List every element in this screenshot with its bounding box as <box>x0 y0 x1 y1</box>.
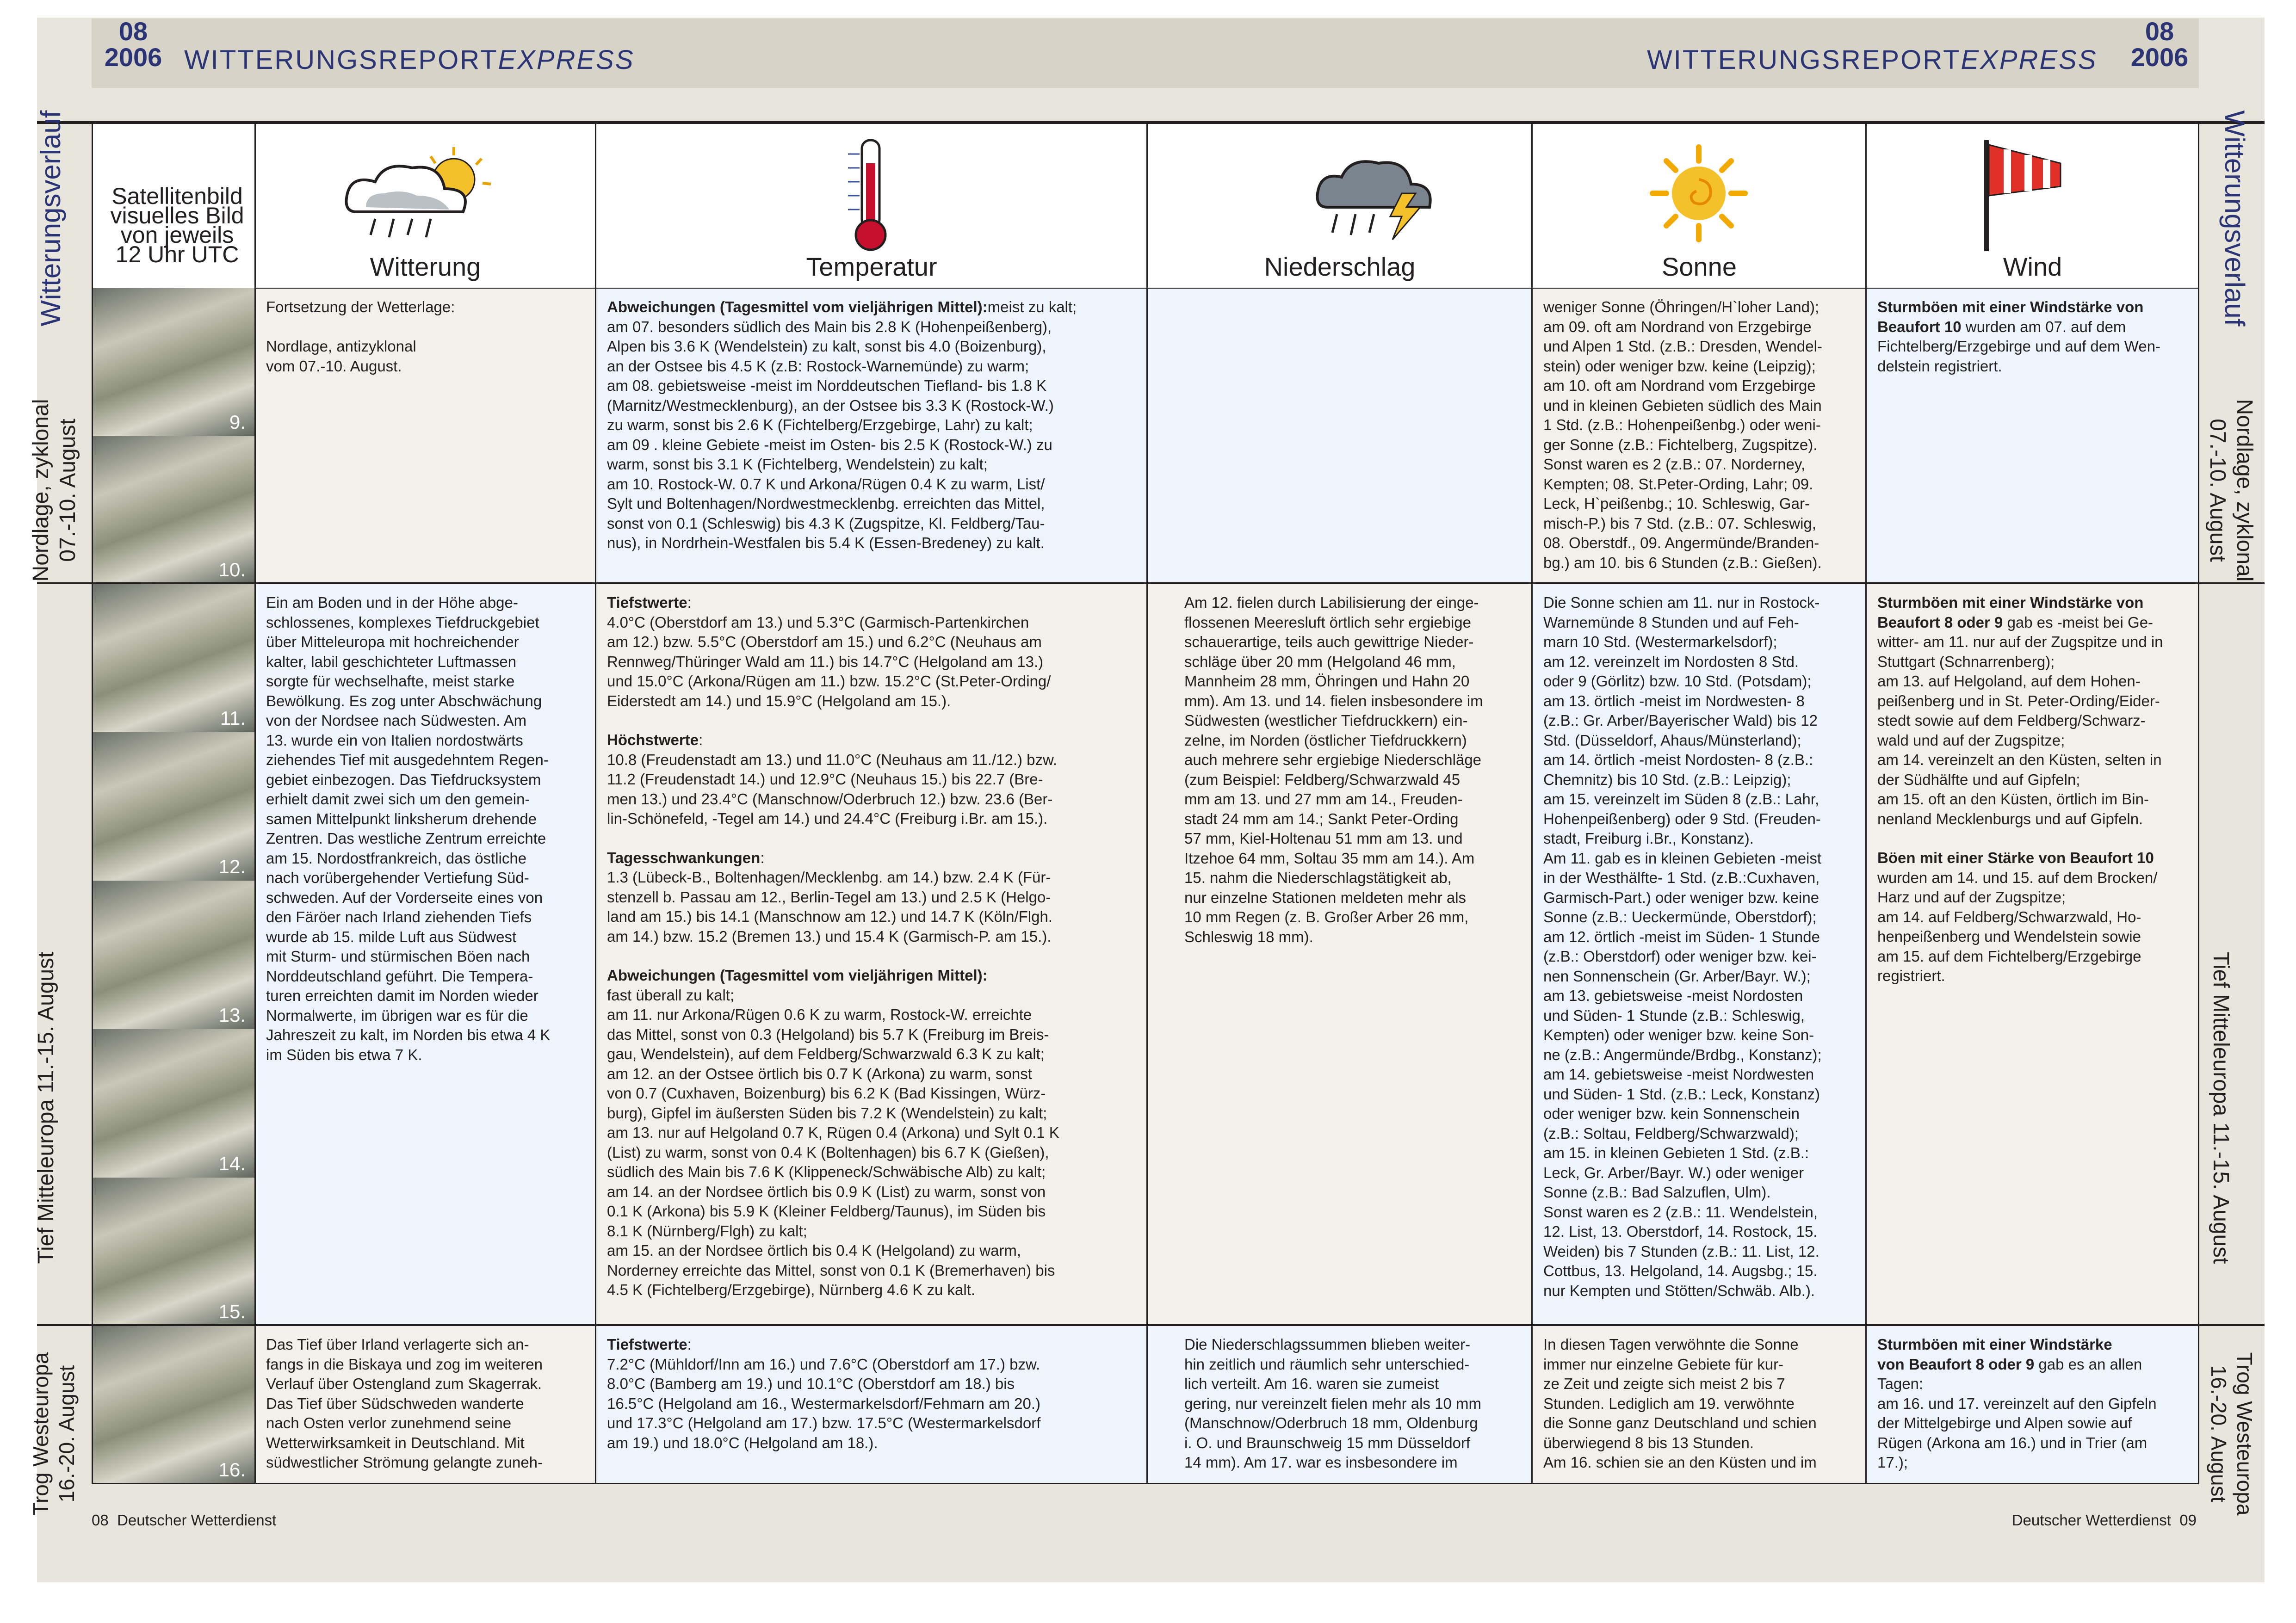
table-bottom-rule <box>92 1483 2199 1484</box>
right-period-3: Trog Westeuropa 16.-20. August <box>2207 1352 2257 1516</box>
sun-icon <box>1648 142 1750 244</box>
row1-temp-block1-heading: Abweichungen (Tagesmittel vom vieljährigen Mittel): <box>607 298 988 315</box>
left-period-3: Trog Westeuropa 16.-20. August <box>29 1352 79 1516</box>
column-divider <box>1865 124 1867 1484</box>
left-header-title <box>184 44 635 75</box>
row1-witterung-text: Fortsetzung der Wetterlage: Nordlage, antizyklonal vom 07.-10. August. <box>266 298 455 375</box>
column-divider <box>254 124 256 1484</box>
cloud-sun-icon <box>338 142 514 244</box>
row3-wind <box>1866 1326 2199 1484</box>
row1-temperatur <box>596 288 1147 584</box>
row2-temp-block4-text: fast überall zu kalt; am 11. nur Arkona/Rügen 0.6 K zu warm, Rostock-W. erreichte das Mittel, sonst von 0.3 (Helgoland) bis 5.7 K (Freiburg im Breis- gau, Wendelstein), auf dem Feldberg/Schwarzwald 6.3 K zu kalt; am 12. an der Ostsee örtlich bis 0.7 K (Arkona) zu warm, sonst von 0.7 (Cuxhaven, Boizenburg) bis 6.2 K (Bad Kissingen, Würz- burg), Gipfel im äußersten Süden bis 7.2 K (Wendelstein) zu kalt; am 13. nur auf Helgoland 0.7 K, Rügen 0.4 (Arkona) und Sylt 0.1 K (List) zu warm, sonst von 0.4 K (Boltenhagen) bis 6.7 K (Gießen), südlich des Main bis 7.6 K (Klippeneck/Schwäbische Alb) zu kalt; am 14. an der Nordsee örtlich bis 0.9 K (List) zu warm, sonst von 0.1 K (Arkona) bis 5.9 K (Kleiner Feldberg/Taunus), im Süden bis 8.1 K (Nürnberg/Flgh) zu kalt; am 15. an der Nordsee örtlich bis 0.4 K (Helgoland) zu warm, Norderney erreichte das Mittel, sonst von 0.1 K (Bremerhaven) bis 4.5 K (Fichtelberg/Erzgebirge), Nürnberg 4.6 K zu kalt. <box>607 986 1059 1298</box>
right-side-title: Witterungsverlauf <box>2219 110 2250 327</box>
thermometer-icon <box>841 136 901 256</box>
row3-niederschlag <box>1147 1326 1532 1484</box>
footer-left-org: Deutscher Wetterdienst <box>117 1512 277 1529</box>
left-title-main: WITTERUNGSREPORT <box>184 45 498 75</box>
satellite-day-label: 9. <box>229 411 246 433</box>
left-period-2: Tief Mitteleuropa 11.-15. August <box>34 951 58 1264</box>
row2-temp-block1-text: : 4.0°C (Oberstdorf am 13.) und 5.3°C (Garmisch-Partenkirchen am 12.) bzw. 5.5°C (Oberstdorf am 15.) und 6.2°C (Neuhaus am Rennweg/Thüringer Wald am 11.) bis 14.7°C (Helgoland am 13.) und 15.0°C (Arkona/Rügen am 11.) bzw. 15.2°C (St.Peter-Ording/ Eiderstedt am 14.) und 15.9°C (Helgoland am 15.). <box>607 594 1051 710</box>
row2-temp-block3 <box>607 848 1136 947</box>
row1-sonne-text: weniger Sonne (Öhringen/H`loher Land); am 09. oft am Nordrand von Erzgebirge und Alpen 1 Std. (z.B.: Dresden, Wendel- stein) oder weniger bzw. keine (Leipzig); am 10. oft am Nordrand vom Erzgebirge und in kleinen Gebieten südlich des Main 1 Std. (z.B.: Hohenpeißenbg.) oder weni- ger Sonne (z.B.: Fichtelberg, Zugspitze). Sonst waren es 2 (z.B.: 07. Norderney, Kempten; 08. St.Peter-Ording, Lahr; 09. Leck, H`peißenbg.; 10. Schleswig, Gar- misch-P.) bis 7 Std. (z.B.: 07. Schleswig, 08. Oberstdf., 09. Angermünde/Branden- bg.) am 10. bis 6 Stunden (z.B.: Gießen). <box>1543 298 1822 571</box>
row1-niederschlag <box>1147 288 1532 584</box>
satellite-day-label: 13. <box>218 1004 246 1026</box>
row2-wind-block1-text: gab es -meist bei Ge- witter- am 11. nur auf der Zugspitze und in Stuttgart (Schnarrenberg); am 13. auf Helgoland, auf dem Hohen- peißenberg und in St. Peter-Ording/Eider- stedt sowie auf dem Feldberg/Schwarz- wald und auf der Zugspitze; am 14. vereinzelt an den Küsten, selten in der Südhälfte und auf Gipfeln; am 15. oft an den Küsten, örtlich im Bin- nenland Mecklenburgs und auf Gipfeln. <box>1877 613 2163 827</box>
row-divider <box>37 582 2265 584</box>
row1-witterung <box>255 288 596 584</box>
row2-temp-block4-heading: Abweichungen (Tagesmittel vom vieljährigen Mittel): <box>607 967 988 984</box>
column-witterung <box>255 124 596 288</box>
satellite-day-label: 11. <box>220 707 246 729</box>
row3-sonne <box>1532 1326 1866 1484</box>
satellite-image <box>92 1326 255 1484</box>
row2-wind-block1-heading: Sturmböen mit einer Windstärke von Beaufort 8 oder 9 <box>1877 594 2144 631</box>
footer-right <box>2012 1512 2197 1529</box>
row1-temp-block1-text: meist zu kalt; am 07. besonders südlich des Main bis 2.8 K (Hohenpeißenberg), Alpen bis 3.6 K (Wendelstein) zu kalt, sonst bis 4.0 (Boizenburg), an der Ostsee bis 4.5 K (z.B: Rostock-Warnemünde) zu warm; am 08. gebietsweise -meist im Norddeutschen Tiefland- bis 1.8 K (Marnitz/Westmecklenburg), an der Ostsee bis 3.3 K (Rostock-W.) zu warm, sonst bis 2.6 K (Fichtelberg/Erzgebirge, Lahr) zu kalt; am 09 . kleine Gebiete -meist im Osten- bis 2.5 K (Rostock-W.) zu warm, sonst bis 3.1 K (Fichtelberg, Wendelstein) zu kalt; am 10. Rostock-W. 0.7 K und Arkona/Rügen 0.4 K zu warm, List/ Sylt und Boltenhagen/Nordwestmecklenbg. erreichten das Mittel, sonst von 0.1 (Schleswig) bis 4.3 K (Zugspitze, Kl. Feldberg/Tau- nus), in Nordrhein-Westfalen bis 5.4 K (Essen-Bredeney) zu kalt. <box>607 298 1077 551</box>
row2-temp-block1 <box>607 593 1136 711</box>
footer-left <box>92 1512 276 1529</box>
column-niederschlag-label: Niederschlag <box>1264 252 1416 281</box>
header-row-bottom <box>255 288 2199 289</box>
row2-temp-block2 <box>607 730 1136 829</box>
column-divider <box>1531 124 1533 1484</box>
column-divider <box>1146 124 1148 1484</box>
left-date <box>92 19 175 70</box>
row2-temp-block3-text: : 1.3 (Lübeck-B., Boltenhagen/Mecklenbg. am 14.) bzw. 2.4 K (Für- stenzell b. Passau am 12., Berlin-Tegel am 13.) und 2.5 K (Helgo- land am 15.) bis 14.1 (Manschnow am 12.) und 14.7 K (Köln/Flgh. am 14.) bzw. 15.2 (Bremen 13.) und 15.4 K (Garmisch-P. am 15.). <box>607 849 1053 945</box>
right-period-1: Nordlage, zyklonal 07.-10. August <box>2205 399 2257 582</box>
row3-temp-block1-heading: Tiefstwerte <box>607 1336 687 1353</box>
left-side-title: Witterungsverlauf <box>35 110 66 327</box>
satellite-header-label: Satellitenbild visuelles Bild von jeweils 12 Uhr UTC <box>110 183 244 267</box>
satellite-day-label: 14. <box>218 1153 246 1174</box>
left-date-month: 08 <box>118 17 148 46</box>
satellite-image <box>92 1029 255 1178</box>
column-witterung-label: Witterung <box>370 252 481 281</box>
row2-wind-block1 <box>1877 593 2188 829</box>
column-wind-label: Wind <box>2003 252 2062 281</box>
column-divider <box>2198 124 2199 1484</box>
row1-wind <box>1866 288 2199 584</box>
row3-witterung <box>255 1326 596 1484</box>
row1-temp-block1 <box>607 297 1136 553</box>
right-date <box>2118 19 2201 70</box>
left-date-year: 2006 <box>104 43 162 72</box>
right-date-year: 2006 <box>2130 43 2189 72</box>
satellite-header <box>92 124 255 288</box>
satellite-image <box>92 288 255 436</box>
row3-witterung-text: Das Tief über Irland verlagerte sich an- fangs in die Biskaya und zog im weiteren Verlauf über Ostengland zum Skagerrak. Das Tief über Südschweden wanderte nach Osten verlor zunehmend seine Wetterwirksamkeit in Deutschland. Mit südwestlicher Strömung gelangte zuneh- <box>266 1336 543 1471</box>
row3-sonne-text: In diesen Tagen verwöhnte die Sonne immer nur einzelne Gebiete für kur- ze Zeit und zeigte sich meist 2 bis 7 Stunden. Lediglich am 19. verwöhnte die Sonne ganz Deutschland und schien überwiegend 8 bis 13 Stunden. Am 16. schien sie an den Küsten und im <box>1543 1336 1817 1471</box>
row2-witterung <box>255 584 596 1326</box>
row2-wind-block2-heading: Böen mit einer Stärke von Beaufort 10 <box>1877 849 2154 866</box>
satellite-image <box>92 881 255 1029</box>
row-divider <box>37 1324 2265 1326</box>
footer-right-page: 09 <box>2179 1512 2197 1529</box>
satellite-day-label: 12. <box>218 856 246 877</box>
row3-niederschlag-text: Die Niederschlagssummen blieben weiter- hin zeitlich und räumlich sehr unterschied- lich verteilt. Am 16. waren sie zumeist gering, nur vereinzelt fielen mehr als 10 mm (Manschnow/Oderbruch 18 mm, Oldenburg i. O. und Braunschweig 15 mm Düsseldorf 14 mm). Am 17. war es insbesondere im <box>1184 1336 1481 1471</box>
column-niederschlag <box>1147 124 1532 288</box>
satellite-day-label: 10. <box>218 559 246 580</box>
row3-temp-block1-text: : 7.2°C (Mühldorf/Inn am 16.) und 7.6°C (Oberstdorf am 17.) bzw. 8.0°C (Bamberg am 19.) und 10.1°C (Oberstdorf am 18.) bis 16.5°C (Helgoland am 16., Westermarkelsdorf/Fehmarn am 20.) und 17.3°C (Helgoland am 17.) bzw. 17.5°C (Westermarkelsdorf am 19.) und 18.0°C (Helgoland am 18.). <box>607 1336 1041 1451</box>
row3-wind-block1 <box>1877 1335 2188 1473</box>
row2-temp-block2-heading: Höchstwerte <box>607 731 699 748</box>
column-wind <box>1866 124 2199 288</box>
row2-temp-block1-heading: Tiefstwerte <box>607 594 687 611</box>
row2-temp-block4 <box>607 966 1136 1300</box>
right-title-main: WITTERUNGSREPORT <box>1647 45 1961 75</box>
windsock-icon <box>1954 136 2093 256</box>
left-period-1: Nordlage, zyklonal 07.-10. August <box>29 399 80 582</box>
row3-temperatur <box>596 1326 1147 1484</box>
row2-sonne-text: Die Sonne schien am 11. nur in Rostock- Warnemünde 8 Stunden und auf Feh- marn 10 Std. (Westermarkelsdorf); am 12. vereinzelt im Nordosten 8 Std. oder 9 (Görlitz) bzw. 10 Std. (Potsdam); am 13. örtlich -meist im Nordwesten- 8 (z.B.: Gr. Arber/Bayerischer Wald) bis 12 Std. (Düsseldorf, Ahaus/Münsterland); am 14. örtlich -meist Nordosten- 8 (z.B.: Chemnitz) bis 10 Std. (z.B.: Leipzig); am 15. vereinzelt im Süden 8 (z.B.: Lahr, Hohenpeißenberg) oder 9 Std. (Freuden- stadt, Freiburg i.Br., Konstanz). Am 11. gab es in kleinen Gebieten -meist in der Westhälfte- 1 Std. (z.B.:Cuxhaven, Garmisch-Part.) oder weniger bzw. keine Sonne (z.B.: Ueckermünde, Oberstdorf); am 12. örtlich -meist im Süden- 1 Stunde (z.B.: Oberstdorf) oder weniger bzw. kei- nen Sonnenschein (Gr. Arber/Bayr. W.); am 13. gebietsweise -meist Nordosten und Süden- 1 Stunde (z.B.: Schleswig, Kempten) oder weniger bzw. keine Son- ne (z.B.: Angermünde/Brdbg., Konstanz); am 14. gebietsweise -meist Nordwesten und Süden- 1 Std. (z.B.: Leck, Konstanz) oder weniger bzw. kein Sonnenschein (z.B.: Soltau, Feldberg/Schwarzwald); am 15. in kleinen Gebieten 1 Std. (z.B.: Leck, Gr. Arber/Bayr. W.) oder weniger Sonne (z.B.: Bad Salzuflen, Ulm). Sonst waren es 2 (z.B.: 11. Wendelstein, 12. List, 13. Oberstdorf, 14. Rostock, 15. Weiden) bis 7 Stunden (z.B.: 11. List, 12. Cottbus, 13. Helgoland, 14. Augsbg.; 15. nur Kempten und Stötten/Schwäb. Alb.). <box>1543 594 1822 1299</box>
right-date-month: 08 <box>2145 17 2174 46</box>
row2-sonne <box>1532 584 1866 1326</box>
footer-right-org: Deutscher Wetterdienst <box>2011 1512 2171 1529</box>
header-divider <box>37 121 2265 124</box>
satellite-day-label: 16. <box>218 1459 246 1481</box>
satellite-day-label: 15. <box>218 1301 246 1322</box>
row2-witterung-text: Ein am Boden und in der Höhe abge- schlossenes, komplexes Tiefdruckgebiet über Mitteleuropa mit hochreichender kalter, labil geschichteter Luftmassen sorgte für wechselhafte, meist starke Bewölkung. Es zog unter Abschwächung von der Nordsee nach Südwesten. Am 13. wurde ein von Italien nordostwärts ziehendes Tief mit ausgedehntem Regen- gebiet einbezogen. Das Tiefdrucksystem erhielt damit zwei sich um den gemein- samen Mittelpunkt linksherum drehende Zentren. Das westliche Zentrum erreichte am 15. Nordostfrankreich, das östliche nach vorübergehender Vertiefung Süd- schweden. Auf der Vorderseite eines von den Färöer nach Irland ziehenden Tiefs wurde ab 15. milde Luft aus Südwest mit Sturm- und stürmischen Böen nach Norddeutschland geführt. Die Tempera- turen erreichten damit im Norden wieder Normalwerte, im übrigen war es für die Jahreszeit zu kalt, im Norden bis etwa 4 K im Süden bis etwa 7 K. <box>266 594 551 1063</box>
row3-wind-heading: Sturmböen mit einer Windstärke von Beaufort 8 oder 9 <box>1877 1336 2112 1373</box>
row2-temp-block3-heading: Tagesschwankungen <box>607 849 761 866</box>
column-sonne <box>1532 124 1866 288</box>
right-header-title <box>1647 44 2098 75</box>
row2-niederschlag <box>1147 584 1532 1326</box>
rain-cloud-lightning-icon <box>1314 147 1443 249</box>
satellite-image <box>92 1178 255 1326</box>
row2-wind <box>1866 584 2199 1326</box>
row1-wind-block1 <box>1877 297 2188 376</box>
row2-temperatur <box>596 584 1147 1326</box>
column-temperatur <box>596 124 1147 288</box>
satellite-image <box>92 584 255 732</box>
row3-temp-block1 <box>607 1335 1136 1453</box>
row1-wind-text: wurden am 07. auf dem Fichtelberg/Erzgebirge und auf dem Wen- delstein registriert. <box>1877 318 2161 375</box>
row2-wind-block2 <box>1877 848 2188 986</box>
row2-niederschlag-text: Am 12. fielen durch Labilisierung der einge- flossenen Meeresluft örtlich sehr ergiebige schauerartige, teils auch gewittrige Nieder- schläge über 20 mm (Helgoland 46 mm, Mannheim 28 mm, Öhringen und Hahn 20 mm). Am 13. und 14. fielen insbesondere im Südwesten (westlicher Tiefdruckkern) ein- zelne, im Norden (östlicher Tiefdruckkern) auch mehrere sehr ergiebige Niederschläge (zum Beispiel: Feldberg/Schwarzwald 45 mm am 13. und 27 mm am 14., Freuden- stadt 24 mm am 14.; Sankt Peter-Ording 57 mm, Kiel-Holtenau 51 mm am 13. und Itzehoe 64 mm, Soltau 35 mm am 14.). Am 15. nahm die Niederschlagstätigkeit ab, nur einzelne Stationen meldeten mehr als 10 mm Regen (z. B. Großer Arber 26 mm, Schleswig 18 mm). <box>1184 594 1483 945</box>
column-divider <box>595 124 596 1484</box>
column-temperatur-label: Temperatur <box>806 252 937 281</box>
row2-temp-block2-text: : 10.8 (Freudenstadt am 13.) und 11.0°C (Neuhaus am 11./12.) bzw. 11.2 (Freudenstadt 14.) und 12.9°C (Neuhaus 15.) bis 22.7 (Bre- men 13.) und 23.4°C (Manschnow/Oderbruch 12.) bzw. 23.6 (Ber- lin-Schönefeld, -Tegel am 14.) und 24.4°C (Freiburg i.Br. am 15.). <box>607 731 1058 827</box>
row1-sonne <box>1532 288 1866 584</box>
column-divider <box>92 124 93 1484</box>
satellite-image <box>92 436 255 584</box>
row3-wind-text: gab es an allen Tagen: am 16. und 17. vereinzelt auf den Gipfeln der Mittelgebirge und Alpen sowie auf Rügen (Arkona am 16.) und in Trier (am 17.); <box>1877 1355 2157 1471</box>
row2-wind-block2-text: wurden am 14. und 15. auf dem Brocken/ Harz und auf der Zugspitze; am 14. auf Feldberg/Schwarzwald, Ho- henpeißenberg und Wendelstein sowie am 15. auf dem Fichtelberg/Erzgebirge registriert. <box>1877 869 2158 984</box>
footer-left-page: 08 <box>92 1512 109 1529</box>
column-sonne-label: Sonne <box>1662 252 1737 281</box>
satellite-image <box>92 732 255 881</box>
left-title-italic: EXPRESS <box>498 45 635 75</box>
row1-wind-heading: Sturmböen mit einer Windstärke von Beaufort 10 <box>1877 298 2144 335</box>
right-period-2: Tief Mitteleuropa 11.-15. August <box>2209 951 2233 1264</box>
right-title-italic: EXPRESS <box>1961 45 2098 75</box>
